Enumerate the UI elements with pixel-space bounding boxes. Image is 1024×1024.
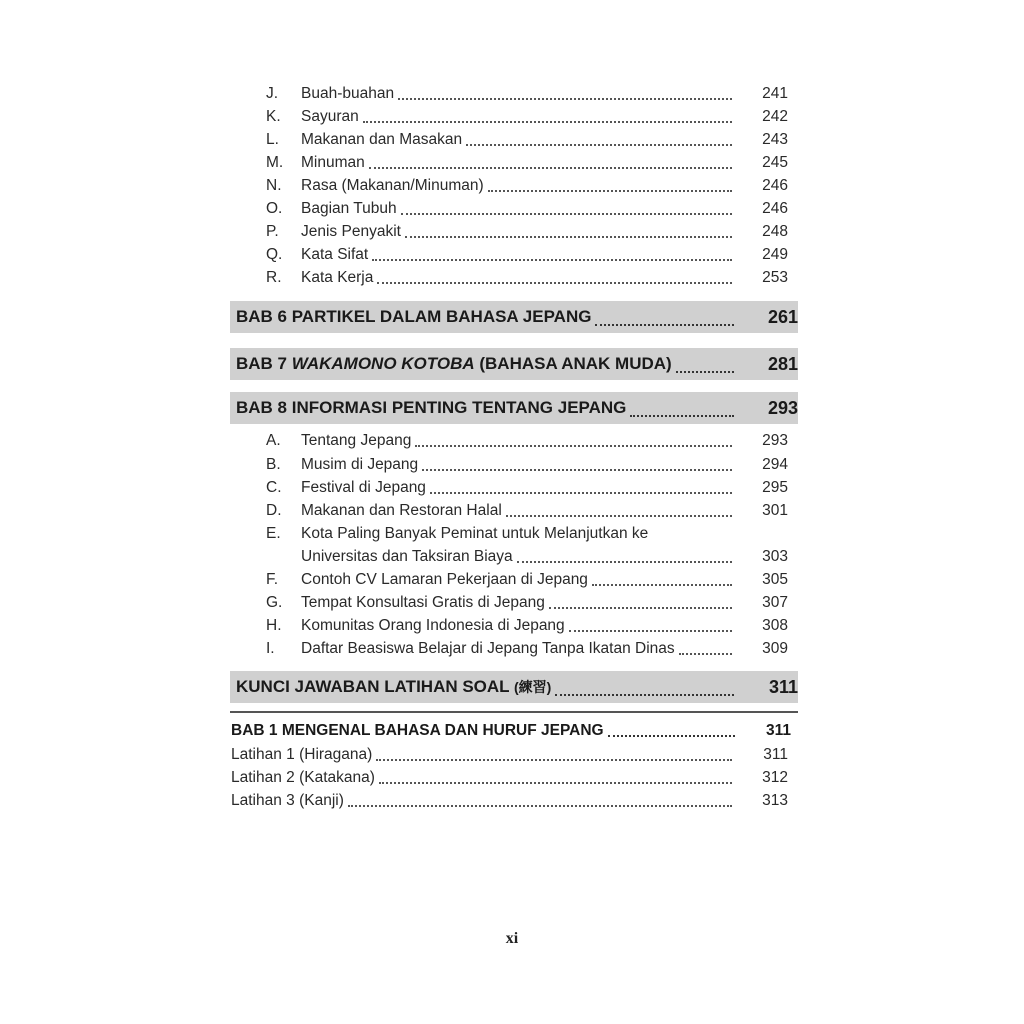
answer-key-item-3[interactable] [231,789,788,811]
dot-leader [679,639,732,655]
entry-page: 307 [762,594,788,611]
chapter-page: 281 [767,353,798,374]
entry-page: 293 [762,432,788,449]
dot-leader [379,768,732,784]
toc-entry-q[interactable] [266,243,788,265]
entry-page: 301 [762,502,788,519]
toc-entry-k[interactable] [266,105,788,127]
toc-entry-e-continued[interactable] [301,545,788,567]
entry-letter: R. [266,269,282,286]
toc-entry-m[interactable] [266,151,788,173]
chapter-title: BAB 8 INFORMASI PENTING TENTANG JEPANG [236,398,627,417]
dot-leader [595,312,734,326]
dot-leader [608,721,735,737]
entry-page: 295 [762,479,788,496]
entry-title: Kata Sifat [301,246,369,263]
dot-leader [488,176,732,192]
dot-leader [377,268,732,284]
dot-leader [517,547,732,563]
entry-title: Makanan dan Restoran Halal [301,502,502,519]
toc-entry-p[interactable] [266,220,788,242]
entry-letter: E. [266,525,281,542]
entry-page: 294 [762,456,788,473]
dot-leader [466,130,732,146]
answer-key-title: KUNCI JAWABAN LATIHAN SOAL [236,677,510,696]
dot-leader [363,107,732,123]
answer-key-item-2[interactable] [231,766,788,788]
entry-title: Sayuran [301,108,359,125]
chapter-page: 311 [768,676,798,697]
entry-title: Makanan dan Masakan [301,131,463,148]
answer-key-cjk: (練習) [514,679,552,695]
toc-entry-f[interactable] [266,568,788,590]
section-divider [230,711,798,713]
dot-leader [430,478,732,494]
entry-title: Latihan 3 (Kanji) [231,792,344,809]
toc-entry-j[interactable] [266,82,788,104]
dot-leader [422,455,732,471]
entry-page: 303 [762,548,788,565]
entry-title: Jenis Penyakit [301,223,401,240]
dot-leader [376,745,732,761]
chapter-bar-bab8[interactable] [230,392,798,424]
toc-entry-i[interactable] [266,637,788,659]
entry-letter: B. [266,456,281,473]
entry-title: BAB 1 MENGENAL BAHASA DAN HURUF JEPANG [231,722,604,739]
entry-letter: K. [266,108,281,125]
chapter-page: 261 [767,306,798,327]
entry-title: Contoh CV Lamaran Pekerjaan di Jepang [301,571,588,588]
toc-entry-l[interactable] [266,128,788,150]
entry-page: 245 [762,154,788,171]
entry-title: Daftar Beasiswa Belajar di Jepang Tanpa Ikatan Dinas [301,640,675,657]
entry-page: 309 [762,640,788,657]
toc-entry-g[interactable] [266,591,788,613]
entry-page: 253 [762,269,788,286]
entry-page: 243 [762,131,788,148]
entry-letter: G. [266,594,283,611]
entry-letter: H. [266,617,282,634]
entry-letter: L. [266,131,279,148]
toc-entry-a[interactable] [266,429,788,451]
dot-leader [369,153,732,169]
dot-leader [592,570,732,586]
entry-title: Kata Kerja [301,269,374,286]
toc-entry-e[interactable] [266,522,788,544]
entry-letter: A. [266,432,281,449]
dot-leader [506,501,732,517]
dot-leader [398,84,732,100]
toc-entry-o[interactable] [266,197,788,219]
page-folio: xi [505,930,519,947]
chapter-title [236,677,555,697]
entry-page: 308 [762,617,788,634]
chapter-title-italic: WAKAMONO KOTOBA [291,354,475,373]
answer-key-bab1[interactable] [231,719,791,741]
entry-page: 241 [762,85,788,102]
entry-page: 249 [762,246,788,263]
entry-title: Musim di Jepang [301,456,419,473]
entry-letter: D. [266,502,282,519]
chapter-title-suffix: (BAHASA ANAK MUDA) [474,354,672,373]
dot-leader [549,593,732,609]
dot-leader [555,682,734,696]
toc-entry-b[interactable] [266,453,788,475]
entry-title: Bagian Tubuh [301,200,397,217]
dot-leader [630,403,734,417]
toc-entry-h[interactable] [266,614,788,636]
chapter-title: BAB 6 PARTIKEL DALAM BAHASA JEPANG [236,307,592,326]
chapter-title [236,354,676,374]
dot-leader [348,791,732,807]
entry-letter: F. [266,571,279,588]
entry-title: Rasa (Makanan/Minuman) [301,177,484,194]
entry-letter: Q. [266,246,283,263]
toc-entry-n[interactable] [266,174,788,196]
entry-letter: P. [266,223,279,240]
chapter-page: 293 [767,397,798,418]
dot-leader [401,199,732,215]
answer-key-item-1[interactable] [231,743,788,765]
entry-title-line1: Kota Paling Banyak Peminat untuk Melanjutkan ke [301,525,649,542]
entry-page: 246 [762,177,788,194]
entry-page: 248 [762,223,788,240]
dot-leader [405,222,732,238]
chapter-bar-bab6[interactable] [230,301,798,333]
entry-page: 312 [762,769,788,786]
entry-letter: O. [266,200,283,217]
entry-title: Latihan 1 (Hiragana) [231,746,373,763]
dot-leader [372,245,732,261]
entry-title-line2: Universitas dan Taksiran Biaya [301,548,513,565]
dot-leader [676,359,734,373]
entry-letter: C. [266,479,282,496]
entry-letter: I. [266,640,275,657]
entry-page: 305 [762,571,788,588]
chapter-bar-answer-key[interactable] [230,671,798,703]
chapter-title-prefix: BAB 7 [236,354,292,373]
entry-letter: M. [266,154,284,171]
entry-letter: J. [266,85,279,102]
entry-letter: N. [266,177,282,194]
entry-title: Komunitas Orang Indonesia di Jepang [301,617,565,634]
entry-page: 311 [765,722,791,739]
toc-entry-d[interactable] [266,499,788,521]
entry-page: 242 [762,108,788,125]
entry-title: Tentang Jepang [301,432,412,449]
entry-title: Festival di Jepang [301,479,426,496]
entry-title: Tempat Konsultasi Gratis di Jepang [301,594,545,611]
entry-page: 311 [763,746,788,763]
entry-title: Latihan 2 (Katakana) [231,769,375,786]
toc-entry-c[interactable] [266,476,788,498]
chapter-bar-bab7[interactable] [230,348,798,380]
entry-page: 246 [762,200,788,217]
entry-title: Buah-buahan [301,85,395,102]
toc-entry-r[interactable] [266,266,788,288]
entry-title: Minuman [301,154,365,171]
dot-leader [415,431,732,447]
dot-leader [569,616,732,632]
entry-page: 313 [762,792,788,809]
